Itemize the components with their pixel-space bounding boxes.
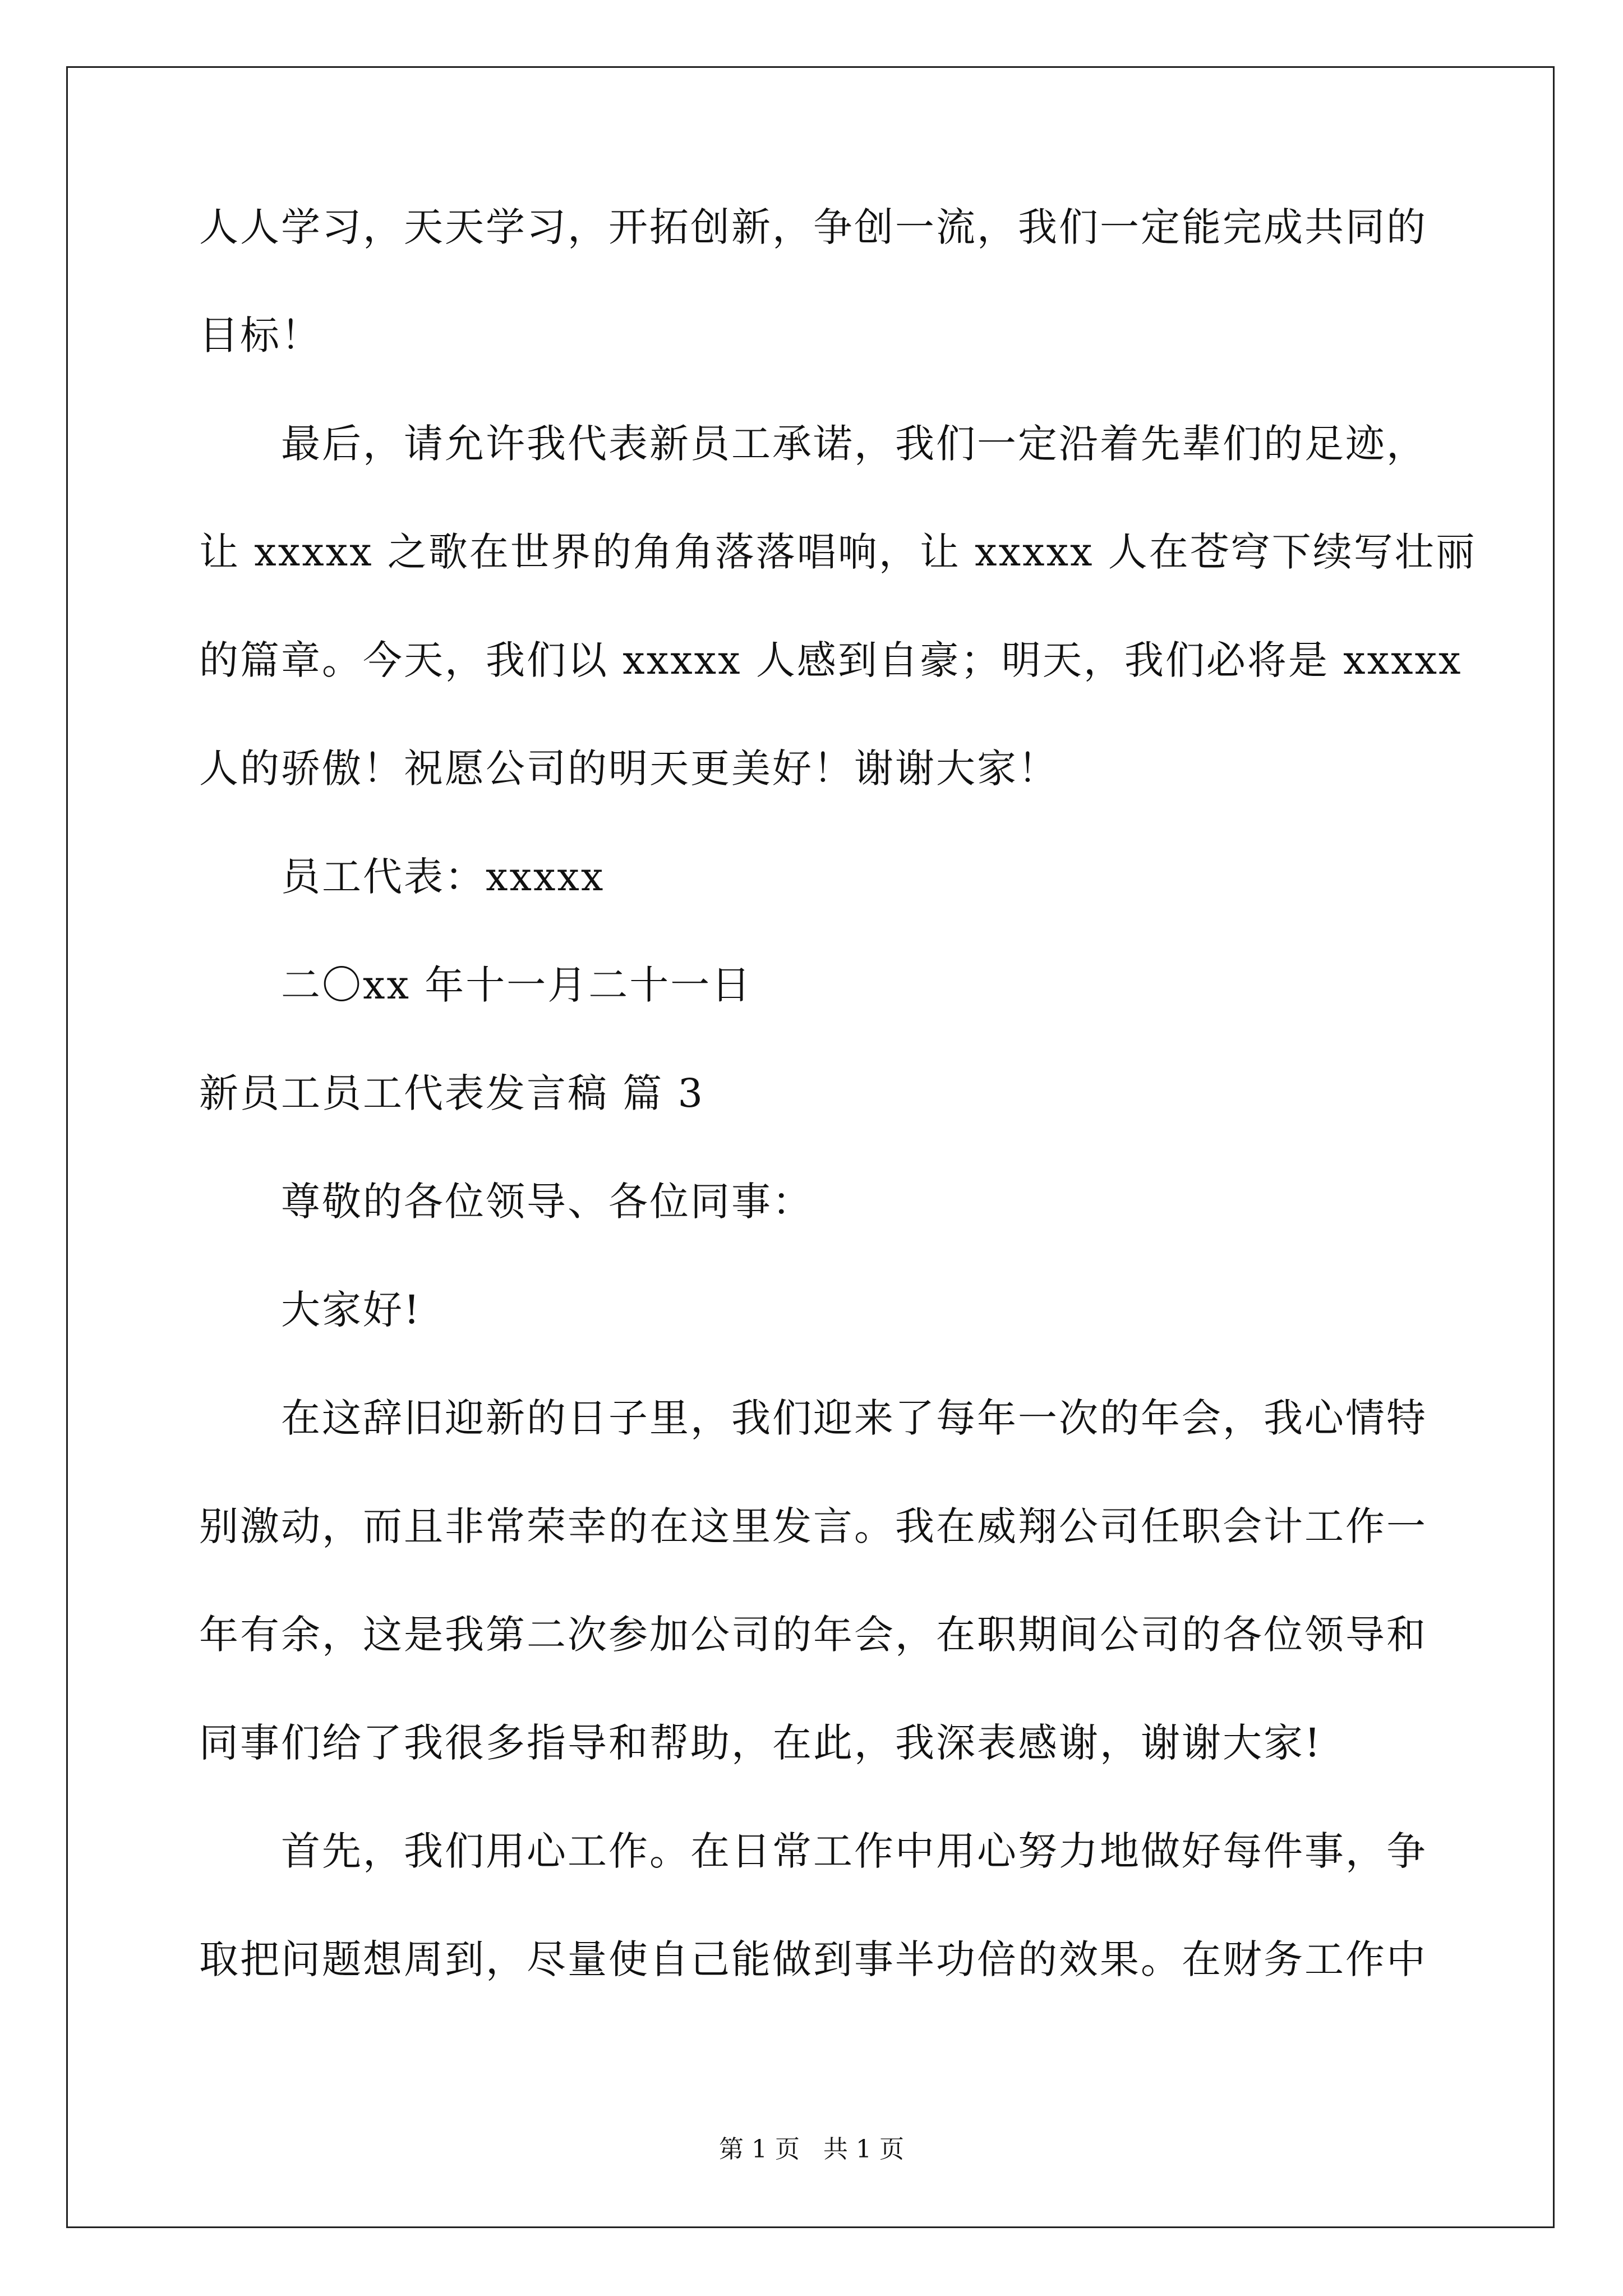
text-line: 目标！ [199, 312, 322, 358]
text-line: 同事们给了我很多指导和帮助，在此，我深表感谢，谢谢大家! [199, 1720, 1322, 1766]
document-body [199, 204, 1477, 1982]
text-line: 人人学习，天天学习，开拓创新，争创一流，我们一定能完成共同的 [199, 204, 1427, 250]
page-number-footer: 第 1 页 共 1 页 [719, 2135, 904, 2164]
signature-line: 员工代表：xxxxx [281, 854, 605, 900]
text-line: 人的骄傲！祝愿公司的明天更美好！谢谢大家！ [199, 746, 1059, 792]
text-line: 别激动，而且非常荣幸的在这里发言。我在威翔公司任职会计工作一 [199, 1503, 1427, 1549]
text-line: 让 xxxxx 之歌在世界的角角落落唱响，让 xxxxx 人在苍穹下续写壮丽 [199, 529, 1477, 575]
section-heading: 新员工员工代表发言稿 篇 3 [199, 1070, 705, 1116]
greeting-line: 大家好! [281, 1287, 422, 1333]
text-line: 首先，我们用心工作。在日常工作中用心努力地做好每件事，争 [281, 1828, 1427, 1874]
text-line: 的篇章。今天，我们以 xxxxx 人感到自豪；明天，我们必将是 xxxxx [199, 637, 1463, 683]
text-line: 取把问题想周到，尽量使自己能做到事半功倍的效果。在财务工作中 [199, 1936, 1427, 1982]
text-line: 年有余，这是我第二次参加公司的年会，在职期间公司的各位领导和 [199, 1612, 1427, 1658]
date-line: 二〇xx 年十一月二十一日 [281, 962, 753, 1008]
text-line: 最后，请允许我代表新员工承诺，我们一定沿着先辈们的足迹， [281, 421, 1427, 467]
text-line: 在这辞旧迎新的日子里，我们迎来了每年一次的年会，我心情特 [281, 1395, 1427, 1441]
salutation-line: 尊敬的各位领导、各位同事： [281, 1179, 813, 1225]
